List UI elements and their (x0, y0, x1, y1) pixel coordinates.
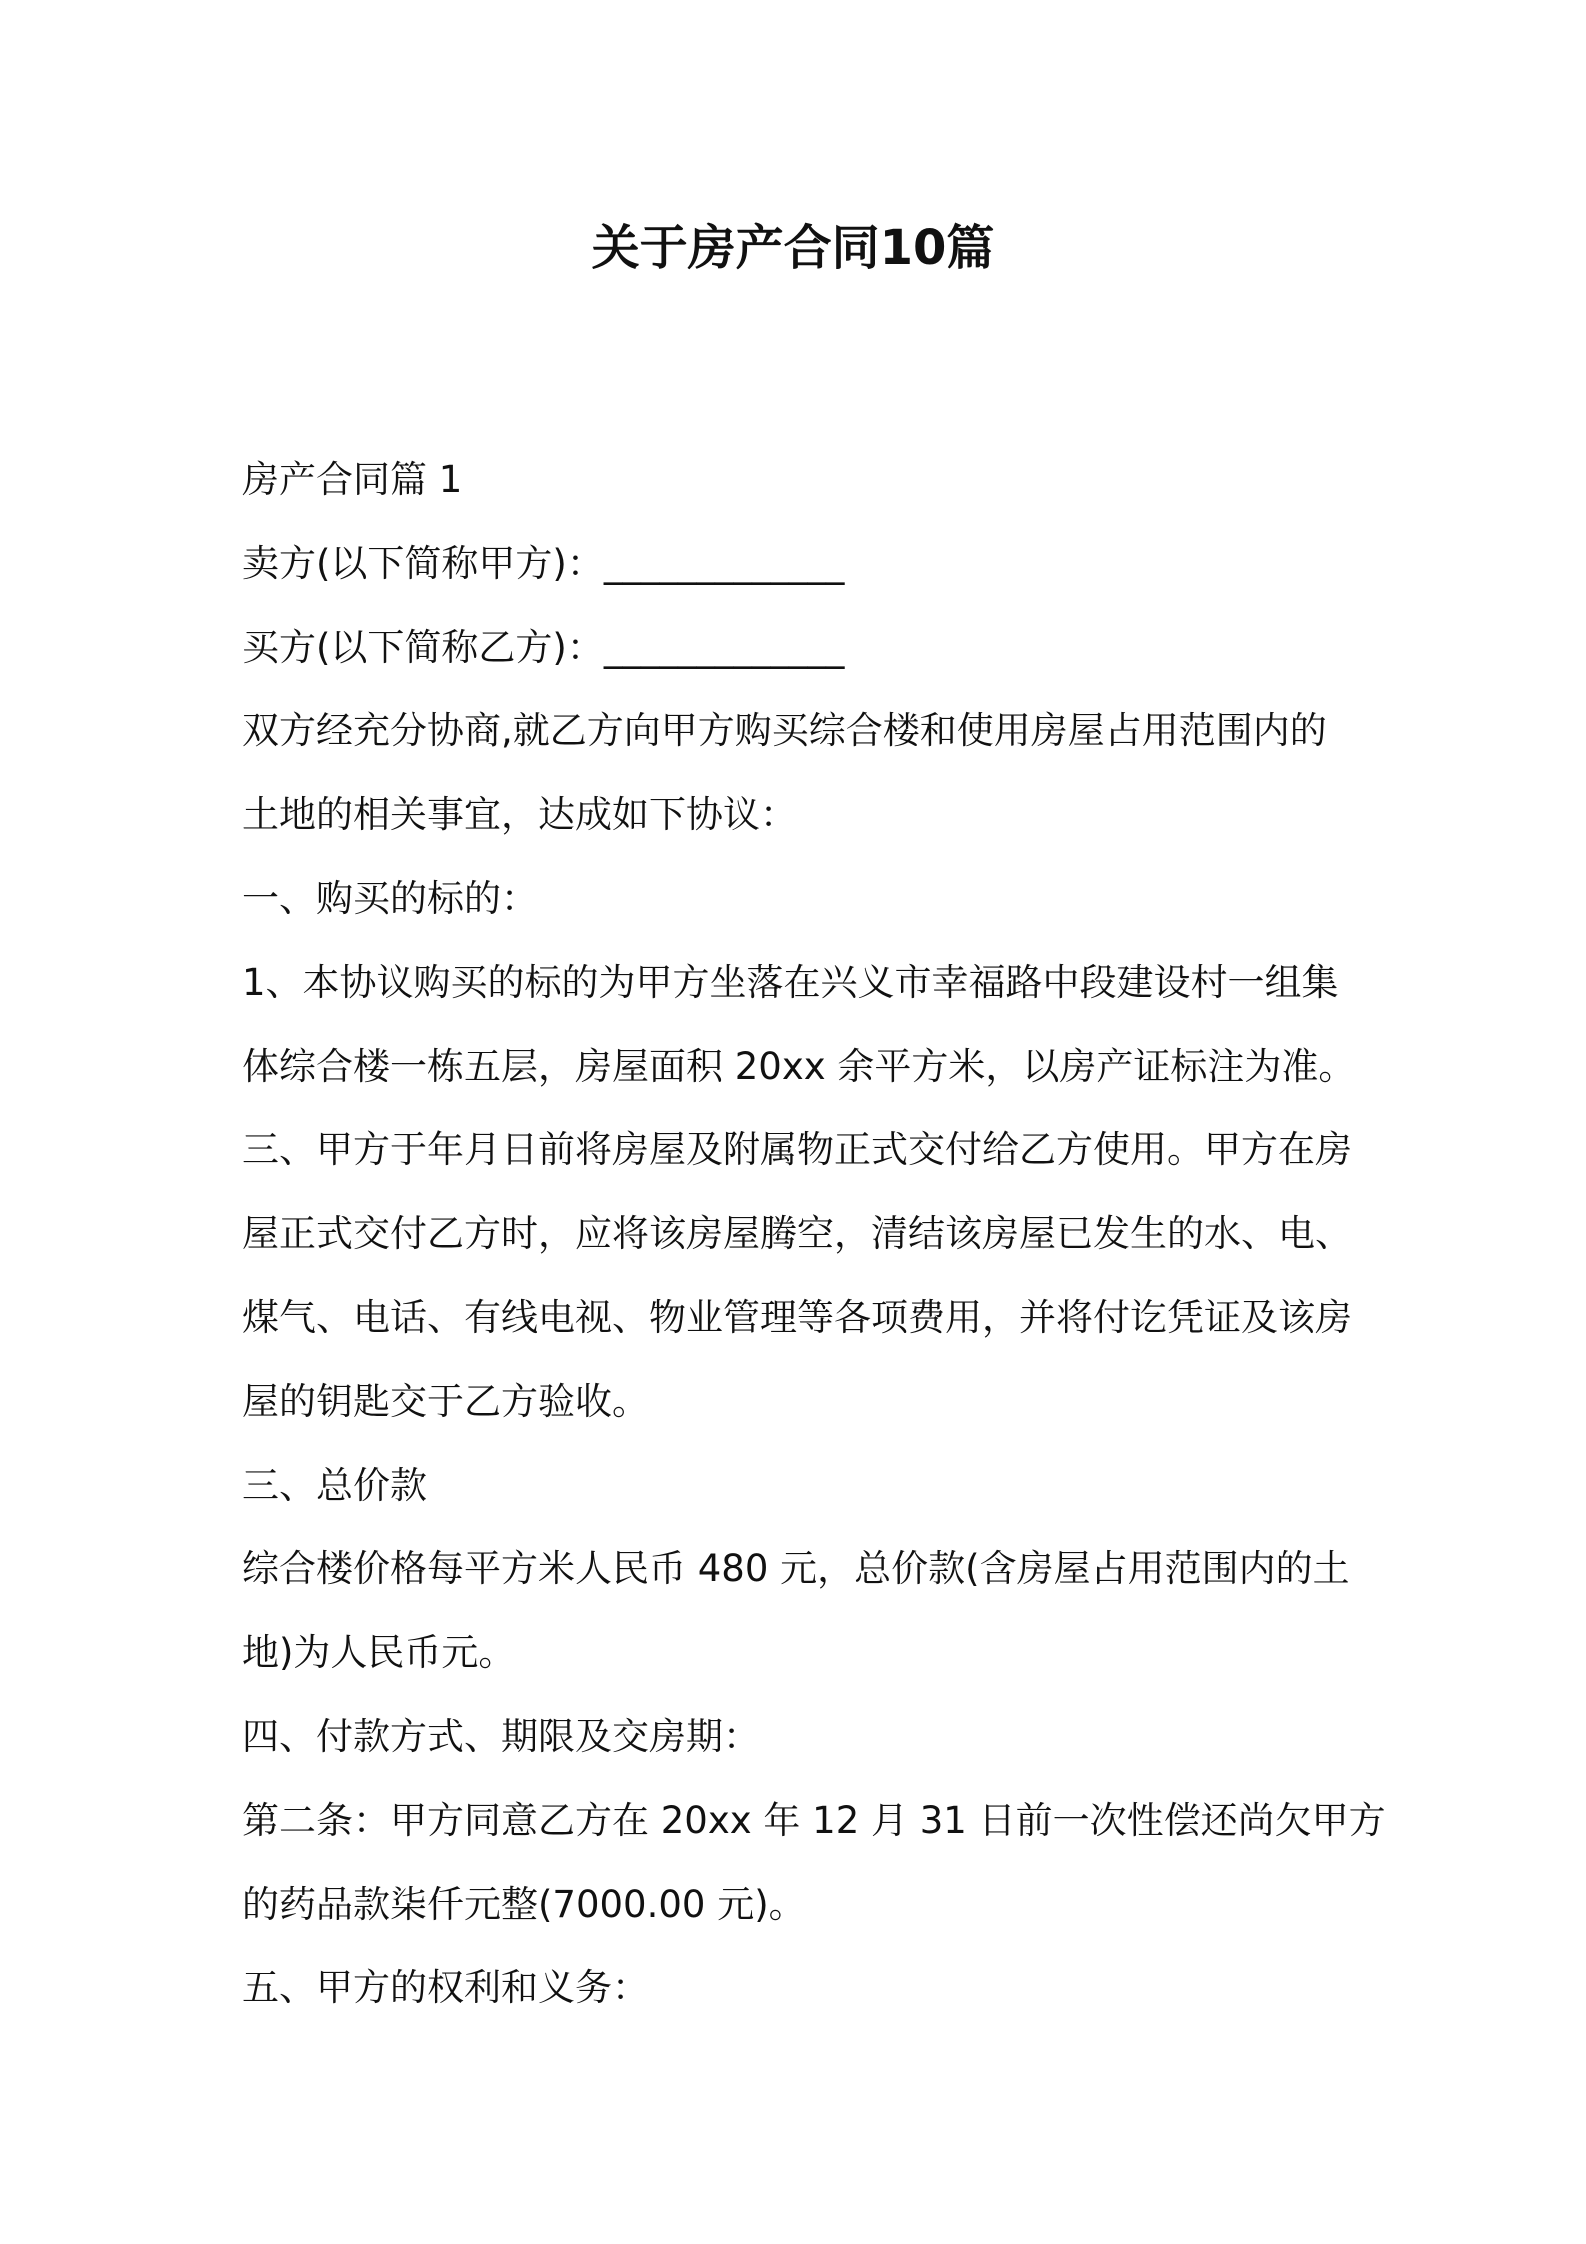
clause-heading: 一、购买的标的： (242, 876, 538, 920)
paragraph-line: 第二条：甲方同意乙方在 20xx 年 12 月 31 日前一次性偿还尚欠甲方 (242, 1798, 1386, 1842)
paragraph-line: 综合楼价格每平方米人民币 480 元，总价款(含房屋占用范围内的土 (242, 1547, 1350, 1591)
paragraph-line: 1、本协议购买的标的为甲方坐落在兴义市幸福路中段建设村一组集 (242, 960, 1339, 1004)
document-title: 关于房产合同10篇 (591, 220, 995, 276)
section-heading: 房产合同篇 1 (242, 458, 463, 501)
clause-heading: 五、甲方的权利和义务： (242, 1966, 649, 2010)
document-body (242, 438, 1386, 2030)
buyer-line: 买方(以下简称乙方)：_____________ (242, 625, 845, 669)
clause-heading: 四、付款方式、期限及交房期： (242, 1714, 760, 1758)
seller-line: 卖方(以下简称甲方)：_____________ (242, 541, 845, 585)
paragraph-line: 煤气、电话、有线电视、物业管理等各项费用，并将付讫凭证及该房 (242, 1295, 1352, 1339)
paragraph-line: 土地的相关事宜，达成如下协议： (242, 793, 797, 837)
paragraph-line: 双方经充分协商,就乙方向甲方购买综合楼和使用房屋占用范围内的 (242, 709, 1327, 753)
paragraph-line: 屋的钥匙交于乙方验收。 (242, 1379, 649, 1423)
paragraph-line: 体综合楼一栋五层，房屋面积 20xx 余平方米，以房产证标注为准。 (242, 1044, 1356, 1088)
paragraph-line: 的药品款柒仟元整(7000.00 元)。 (242, 1882, 806, 1926)
paragraph-line: 地)为人民币元。 (242, 1631, 516, 1675)
paragraph-line: 屋正式交付乙方时，应将该房屋腾空，清结该房屋已发生的水、电、 (242, 1212, 1352, 1256)
clause-heading: 三、总价款 (242, 1463, 427, 1507)
paragraph-line: 三、甲方于年月日前将房屋及附属物正式交付给乙方使用。甲方在房 (242, 1128, 1352, 1172)
